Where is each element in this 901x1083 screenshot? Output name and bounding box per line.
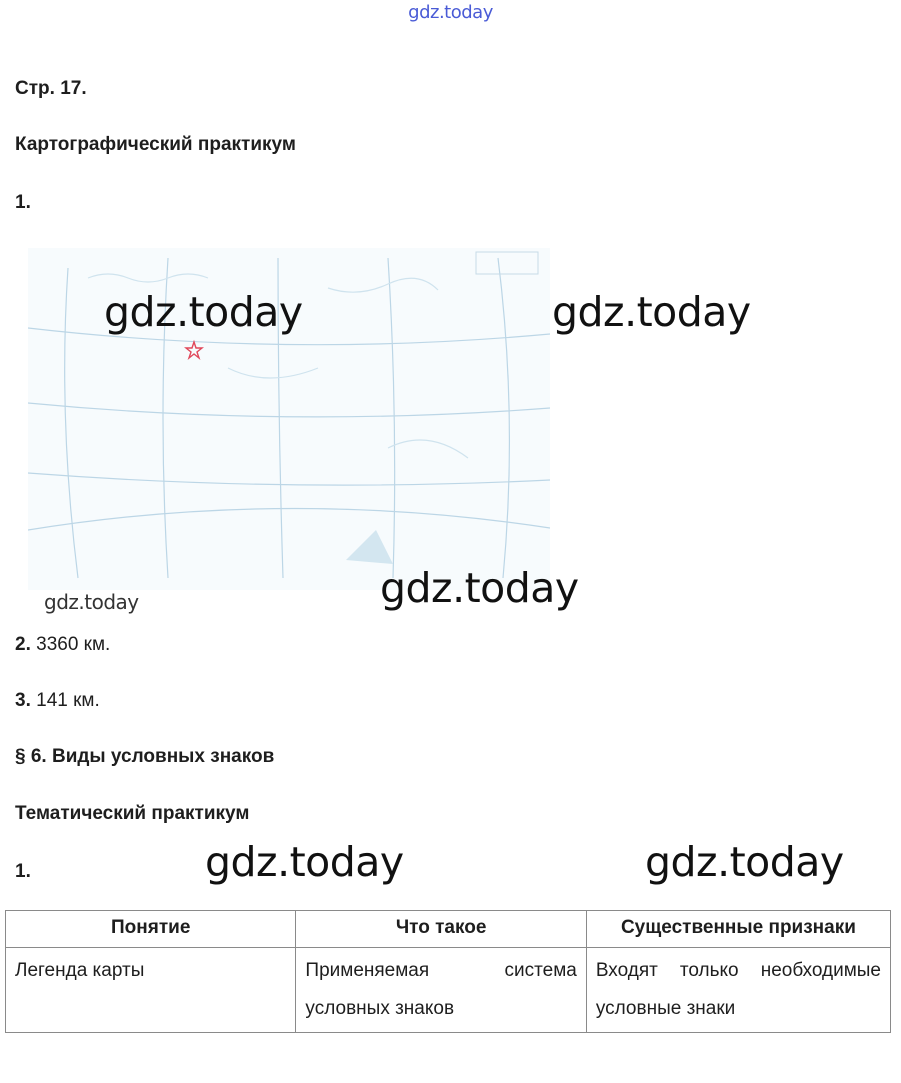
watermark-map-bottom: gdz.today: [380, 564, 579, 612]
page-reference: Стр. 17.: [15, 78, 87, 99]
section-title: Картографический практикум: [15, 134, 296, 155]
concepts-table: [5, 910, 891, 1033]
paragraph-title: § 6. Виды условных знаков: [15, 746, 275, 767]
header-definition: Что такое: [296, 911, 586, 948]
answer-2: [15, 634, 110, 656]
watermark-map-small: gdz.today: [44, 590, 139, 614]
answer-2-text: 3360 км.: [30, 634, 111, 655]
cell-features: Входят только необходимые условные знаки: [586, 948, 890, 1033]
answer-3: [15, 690, 100, 712]
answer-3-number: 3.: [15, 690, 31, 711]
watermark-mid-right: gdz.today: [645, 838, 844, 886]
paragraph-subtitle: Тематический практикум: [15, 803, 250, 824]
cell-concept: Легенда карты: [6, 948, 296, 1033]
watermark-mid-left: gdz.today: [205, 838, 404, 886]
header-features: Существенные признаки: [586, 911, 890, 948]
table-row: [6, 948, 891, 1033]
task-number-1: 1.: [15, 192, 31, 213]
task-number-2: 1.: [15, 861, 31, 882]
cell-definition: Применяемая система условных знаков: [296, 948, 586, 1033]
table-header-row: [6, 911, 891, 948]
header-concept: Понятие: [6, 911, 296, 948]
watermark-map-left: gdz.today: [104, 288, 303, 336]
top-watermark: gdz.today: [408, 2, 493, 23]
answer-3-text: 141 км.: [30, 690, 100, 711]
watermark-map-right: gdz.today: [552, 288, 751, 336]
answer-2-number: 2.: [15, 634, 31, 655]
